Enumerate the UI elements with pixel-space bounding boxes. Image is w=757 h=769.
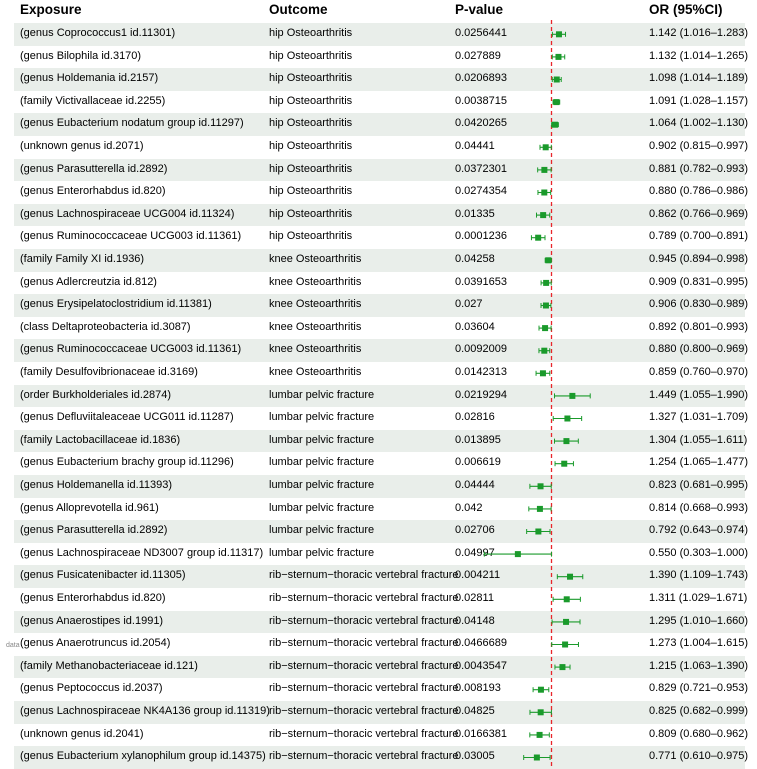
point-estimate (559, 664, 565, 670)
outcome-cell: rib−sternum−thoracic vertebral fracture (269, 727, 459, 740)
point-estimate (538, 709, 544, 715)
point-estimate (567, 574, 573, 580)
exposure-cell: (genus Defluviitaleaceae UCG011 id.11287) (20, 411, 234, 424)
point-estimate (535, 235, 541, 241)
or-ci-cell: 0.892 (0.801–0.993) (649, 320, 749, 333)
or-ci-cell: 0.902 (0.815–0.997) (649, 140, 749, 152)
outcome-cell: lumbar pelvic fracture (269, 479, 375, 491)
or-ci-cell: 0.814 (0.668–0.993) (649, 501, 749, 514)
exposure-cell: (unknown genus id.2041) (20, 727, 144, 740)
outcome-cell: knee Osteoarthritis (269, 253, 362, 265)
exposure-cell: (genus Eubacterium brachy group id.11296) (20, 456, 234, 469)
outcome-cell: rib−sternum−thoracic vertebral fracture (269, 682, 459, 695)
exposure-cell: (genus Lachnospiraceae UCG004 id.11324) (20, 207, 235, 220)
or-ci-cell: 1.449 (1.055–1.990) (649, 388, 749, 401)
exposure-cell: (genus Parasutterella id.2892) (20, 524, 168, 537)
exposure-cell: (genus Holdemanella id.11393) (20, 479, 173, 491)
or-ci-cell: 0.862 (0.766–0.969) (649, 207, 749, 220)
exposure-cell: (order Burkholderiales id.2874) (20, 388, 172, 401)
outcome-cell: knee Osteoarthritis (269, 343, 362, 356)
pvalue-cell: 0.0142313 (455, 366, 507, 378)
point-estimate (543, 303, 549, 309)
point-estimate (554, 77, 560, 83)
point-estimate (562, 642, 568, 648)
exposure-cell: (family Lactobacillaceae id.1836) (20, 433, 181, 446)
exposure-cell: (family Methanobacteriaceae id.121) (20, 659, 198, 672)
pvalue-cell: 0.04441 (455, 140, 495, 152)
point-estimate (553, 99, 559, 105)
point-estimate (538, 687, 544, 693)
exposure-cell: (genus Coprococcus1 id.11301) (20, 27, 176, 39)
outcome-cell: rib−sternum−thoracic vertebral fracture (269, 705, 459, 717)
header-outcome: Outcome (269, 2, 328, 17)
exposure-cell: (family Desulfovibrionaceae id.3169) (20, 366, 198, 378)
point-estimate (564, 416, 570, 422)
outcome-cell: lumbar pelvic fracture (269, 524, 375, 537)
pvalue-cell: 0.0206893 (455, 72, 507, 85)
or-ci-cell: 0.829 (0.721–0.953) (649, 682, 749, 695)
outcome-cell: knee Osteoarthritis (269, 298, 362, 311)
pvalue-cell: 0.0038715 (455, 94, 507, 107)
pvalue-cell: 0.027 (455, 298, 483, 311)
pvalue-cell: 0.02816 (455, 411, 495, 424)
or-ci-cell: 1.091 (1.028–1.157) (649, 94, 749, 107)
or-ci-cell: 0.792 (0.643–0.974) (649, 524, 749, 537)
point-estimate (542, 325, 548, 331)
point-estimate (540, 212, 546, 218)
outcome-cell: lumbar pelvic fracture (269, 433, 375, 446)
outcome-cell: hip Osteoarthritis (269, 162, 353, 175)
or-ci-cell: 1.132 (1.014–1.265) (649, 49, 749, 62)
outcome-cell: rib−sternum−thoracic vertebral fracture (269, 614, 459, 627)
pvalue-cell: 0.0391653 (455, 275, 507, 288)
outcome-cell: rib−sternum−thoracic vertebral fracture (269, 569, 459, 582)
exposure-cell: (family Family XI id.1936) (20, 253, 145, 265)
or-ci-cell: 1.098 (1.014–1.189) (649, 72, 749, 85)
point-estimate (541, 348, 547, 354)
or-ci-cell: 0.859 (0.760–0.970) (649, 366, 749, 378)
table-row (14, 678, 749, 701)
pvalue-cell: 0.0166381 (455, 727, 507, 740)
pvalue-cell: 0.004211 (455, 569, 501, 582)
or-ci-cell: 1.295 (1.010–1.660) (649, 614, 749, 627)
pvalue-cell: 0.04825 (455, 705, 495, 717)
or-ci-cell: 0.825 (0.682–0.999) (649, 705, 749, 717)
header-exposure: Exposure (20, 2, 82, 17)
exposure-cell: (class Deltaproteobacteria id.3087) (20, 320, 191, 333)
or-ci-cell: 1.142 (1.016–1.283) (649, 27, 749, 39)
or-ci-cell: 1.304 (1.055–1.611) (649, 433, 748, 446)
or-ci-cell: 0.909 (0.831–0.995) (649, 275, 749, 288)
point-estimate (569, 393, 575, 399)
exposure-cell: (genus Enterorhabdus id.820) (20, 185, 166, 198)
header-pvalue: P-value (455, 2, 504, 17)
exposure-cell: (genus Erysipelatoclostridium id.11381) (20, 298, 212, 311)
point-estimate (563, 438, 569, 444)
point-estimate (535, 529, 541, 535)
outcome-cell: hip Osteoarthritis (269, 94, 353, 107)
or-ci-cell: 0.880 (0.786–0.986) (649, 185, 749, 198)
table-row (14, 656, 749, 679)
outcome-cell: lumbar pelvic fracture (269, 411, 375, 424)
exposure-cell: (genus Bilophila id.3170) (20, 49, 142, 62)
point-estimate (563, 619, 569, 625)
point-estimate (543, 280, 549, 286)
point-estimate (556, 31, 562, 37)
exposure-cell: (genus Adlercreutzia id.812) (20, 275, 157, 288)
outcome-cell: hip Osteoarthritis (269, 207, 353, 220)
or-ci-cell: 1.215 (1.063–1.390) (649, 659, 749, 672)
outcome-cell: rib−sternum−thoracic vertebral fracture (269, 592, 459, 604)
outcome-cell: hip Osteoarthritis (269, 27, 353, 39)
or-ci-cell: 0.823 (0.681–0.995) (649, 479, 749, 491)
or-ci-cell: 0.906 (0.830–0.989) (649, 298, 749, 311)
or-ci-cell: 0.880 (0.800–0.969) (649, 343, 749, 356)
outcome-cell: knee Osteoarthritis (269, 275, 362, 288)
point-estimate (541, 167, 547, 173)
or-ci-cell: 0.771 (0.610–0.975) (649, 750, 749, 763)
point-estimate (552, 122, 558, 128)
outcome-cell: hip Osteoarthritis (269, 117, 353, 130)
point-estimate (564, 596, 570, 602)
pvalue-cell: 0.03604 (455, 320, 495, 333)
or-ci-cell: 1.327 (1.031–1.709) (649, 411, 749, 424)
pvalue-cell: 0.0372301 (455, 162, 507, 175)
outcome-cell: lumbar pelvic fracture (269, 546, 375, 559)
pvalue-cell: 0.013895 (455, 433, 501, 446)
outcome-cell: rib−sternum−thoracic vertebral fracture (269, 659, 459, 672)
exposure-cell: (genus Ruminococcaceae UCG003 id.11361) (20, 343, 242, 356)
outcome-cell: hip Osteoarthritis (269, 140, 353, 152)
exposure-cell: (genus Eubacterium nodatum group id.11297) (20, 117, 244, 130)
point-estimate (515, 551, 521, 557)
or-ci-cell: 1.064 (1.002–1.130) (649, 117, 749, 130)
pvalue-cell: 0.01335 (455, 207, 495, 220)
exposure-cell: (genus Lachnospiraceae ND3007 group id.11317) (20, 546, 264, 559)
pvalue-cell: 0.0420265 (455, 117, 507, 130)
exposure-cell: (genus Fusicatenibacter id.11305) (20, 569, 186, 582)
pvalue-cell: 0.02706 (455, 524, 495, 537)
or-ci-cell: 1.273 (1.004–1.615) (649, 637, 749, 650)
outcome-cell: hip Osteoarthritis (269, 185, 353, 198)
or-ci-cell: 0.550 (0.303–1.000) (649, 546, 749, 559)
pvalue-cell: 0.006619 (455, 456, 501, 469)
exposure-cell: (genus Anaerostipes id.1991) (20, 614, 164, 627)
exposure-cell: (genus Parasutterella id.2892) (20, 162, 168, 175)
pvalue-cell: 0.04148 (455, 614, 495, 627)
outcome-cell: knee Osteoarthritis (269, 320, 362, 333)
outcome-cell: rib−sternum−thoracic vertebral fracture (269, 750, 459, 763)
pvalue-cell: 0.0043547 (455, 659, 507, 672)
or-ci-cell: 0.809 (0.680–0.962) (649, 727, 749, 740)
pvalue-cell: 0.04258 (455, 253, 495, 265)
point-estimate (545, 257, 551, 263)
point-estimate (537, 732, 543, 738)
or-ci-cell: 1.311 (1.029–1.671) (649, 592, 748, 604)
table-row (14, 701, 749, 724)
exposure-cell: (genus Enterorhabdus id.820) (20, 592, 166, 604)
table-row (14, 724, 749, 747)
exposure-cell: (genus Peptococcus id.2037) (20, 682, 163, 695)
exposure-cell: (unknown genus id.2071) (20, 140, 144, 152)
pvalue-cell: 0.03005 (455, 750, 495, 763)
outcome-cell: hip Osteoarthritis (269, 230, 353, 243)
or-ci-cell: 0.789 (0.700–0.891) (649, 230, 749, 243)
exposure-cell: (genus Eubacterium xylanophilum group id.14375) (20, 750, 266, 763)
point-estimate (538, 483, 544, 489)
exposure-cell: (genus Lachnospiraceae NK4A136 group id.11319) (20, 705, 270, 717)
outcome-cell: hip Osteoarthritis (269, 49, 353, 62)
exposure-cell: (genus Alloprevotella id.961) (20, 501, 159, 514)
exposure-cell: (genus Ruminococcaceae UCG003 id.11361) (20, 230, 242, 243)
pvalue-cell: 0.04444 (455, 479, 495, 491)
point-estimate (543, 144, 549, 150)
or-ci-cell: 1.254 (1.065–1.477) (649, 456, 749, 469)
pvalue-cell: 0.0001236 (455, 230, 507, 243)
pvalue-cell: 0.042 (455, 501, 483, 514)
point-estimate (537, 506, 543, 512)
point-estimate (541, 190, 547, 196)
or-ci-cell: 0.945 (0.894–0.998) (649, 253, 749, 265)
outcome-cell: lumbar pelvic fracture (269, 388, 375, 401)
pvalue-cell: 0.0092009 (455, 343, 507, 356)
pvalue-cell: 0.0274354 (455, 185, 507, 198)
footnote: data (6, 642, 20, 649)
pvalue-cell: 0.0219294 (455, 388, 507, 401)
exposure-cell: (genus Anaerotruncus id.2054) (20, 637, 171, 650)
outcome-cell: hip Osteoarthritis (269, 72, 353, 85)
or-ci-cell: 0.881 (0.782–0.993) (649, 162, 749, 175)
point-estimate (555, 54, 561, 60)
pvalue-cell: 0.0256441 (455, 27, 507, 39)
pvalue-cell: 0.04997 (455, 546, 495, 559)
pvalue-cell: 0.027889 (455, 49, 501, 62)
point-estimate (534, 755, 540, 761)
point-estimate (561, 461, 567, 467)
header-or-ci: OR (95%CI) (649, 2, 723, 17)
pvalue-cell: 0.008193 (455, 682, 501, 695)
exposure-cell: (family Victivallaceae id.2255) (20, 94, 166, 107)
table-row (14, 746, 749, 769)
pvalue-cell: 0.0466689 (455, 637, 507, 650)
outcome-cell: lumbar pelvic fracture (269, 456, 375, 469)
or-ci-cell: 1.390 (1.109–1.743) (649, 569, 749, 582)
pvalue-cell: 0.02811 (455, 592, 494, 604)
exposure-cell: (genus Holdemania id.2157) (20, 72, 159, 85)
outcome-cell: knee Osteoarthritis (269, 366, 362, 378)
point-estimate (540, 370, 546, 376)
outcome-cell: lumbar pelvic fracture (269, 501, 375, 514)
outcome-cell: rib−sternum−thoracic vertebral fracture (269, 637, 459, 650)
